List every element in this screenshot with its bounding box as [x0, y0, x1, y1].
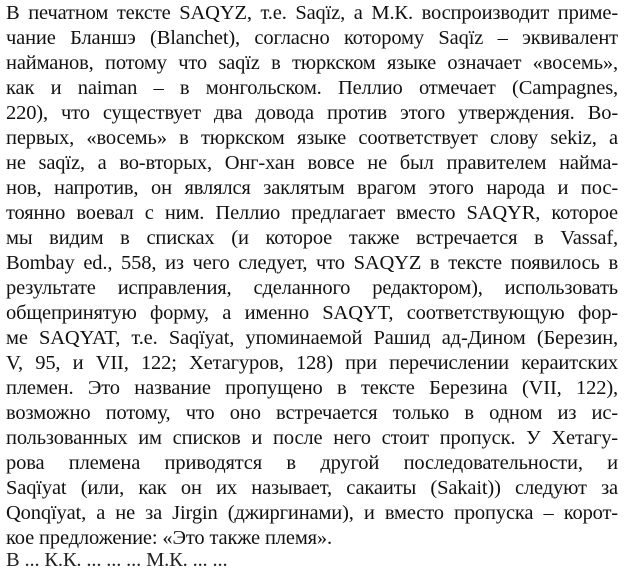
text-line-20: Saqïyat (или, как он их называет, сакаиты (Sakait)) следуют за: [6, 477, 618, 499]
text-line-19: рова племена приводятся в другой последовательности, и: [6, 452, 618, 474]
text-line-11: Bombay ed., 558, из чего следует, что SAQYZ в тексте появилось в: [6, 252, 618, 274]
text-line-3: найманов, потому что saqïz в тюркском языке означает «восемь»,: [6, 52, 618, 74]
text-line-7: не saqïz, а во-вторых, Онг-хан вовсе не был правителем найма-: [6, 152, 618, 174]
text-line-21: Qonqïyat, а не за Jirgin (джиргинами), и вместо пропуска – корот-: [6, 502, 618, 524]
text-line-15: V, 95, и VII, 122; Хетагуров, 128) при перечислении кераитских: [6, 352, 618, 374]
text-line-12: результате исправления, сделанного редактором), использовать: [6, 277, 618, 299]
text-line-13: общепринятую форму, а именно SAQYT, соответствующую фор-: [6, 302, 618, 324]
text-line-5: 220), что существует два довода против этого утверждения. Во-: [6, 102, 618, 124]
text-line-14: ме SAQYAT, т.е. Saqïyat, упоминаемой Рашид ад-Дином (Березин,: [6, 327, 618, 349]
text-line-22: кое предложение: «Это также племя».: [6, 527, 333, 549]
text-line-1: В печатном тексте SAQYZ, т.е. Saqïz, а М.К. воспроизводит приме-: [6, 2, 618, 24]
text-line-2: чание Бланшэ (Blanchet), согласно которому Saqïz – эквивалент: [6, 27, 618, 49]
text-line-23-partial: В ... К.К. ... ... ... М.К. ... ...: [6, 549, 228, 571]
text-line-6: первых, «восемь» в тюркском языке соответствует слову sekiz, а: [6, 127, 618, 149]
text-line-16: племен. Это название пропущено в тексте Березина (VII, 122),: [6, 377, 618, 399]
text-line-8: нов, напротив, он являлся заклятым врагом этого народа и пос-: [6, 177, 618, 199]
text-line-18: пользованных им списков и после него стоит пропуск. У Хетагу-: [6, 427, 618, 449]
text-line-17: возможно потому, что оно встречается только в одном из ис-: [6, 402, 618, 424]
text-line-10: мы видим в списках (и которое также встречается в Vassaf,: [6, 227, 618, 249]
text-line-4: как и naiman – в монгольском. Пеллио отмечает (Campagnes,: [6, 77, 618, 99]
text-line-9: тоянно воевал с ним. Пеллио предлагает вместо SAQYR, которое: [6, 202, 618, 224]
